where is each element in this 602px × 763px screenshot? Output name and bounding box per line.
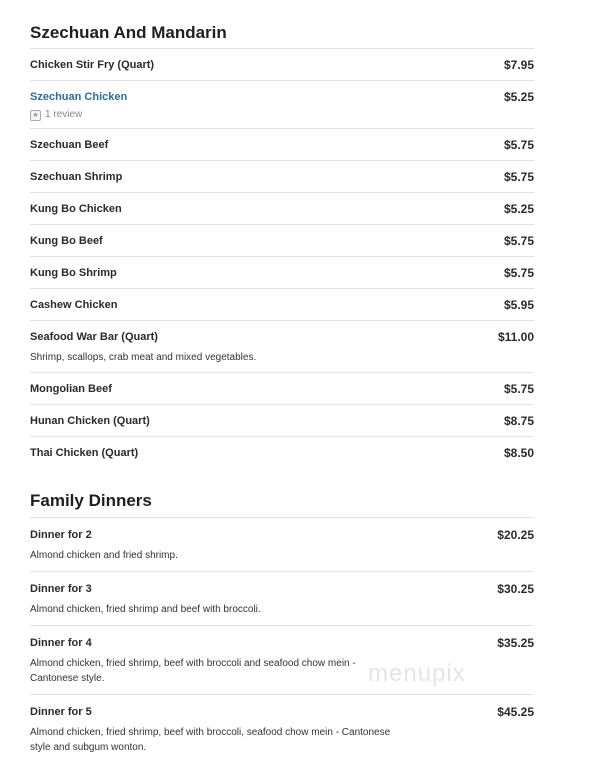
item-name: Kung Bo Shrimp [30,267,117,279]
item-name: Dinner for 3 [30,583,92,595]
item-name: Dinner for 2 [30,529,92,541]
section-title: Family Dinners [30,491,152,510]
item-name: Hunan Chicken (Quart) [30,415,150,427]
item-name: Szechuan Shrimp [30,171,123,183]
item-price: $11.00 [497,330,534,344]
item-price: $5.75 [503,234,534,248]
item-price: $5.75 [503,266,534,280]
item-list [30,517,534,763]
menu-item [30,257,534,289]
item-description: Shrimp, scallops, crab meat and mixed vegetables. [30,352,257,363]
review-count: 1 review [45,109,83,120]
menu-item [30,225,534,257]
item-price: $5.25 [503,90,534,104]
item-price: $45.25 [497,705,534,719]
item-description: Almond chicken, fried shrimp, beef with broccoli, seafood chow mein - Cantonese style and subgum wonton. [30,727,391,753]
section-szechuan-mandarin [30,21,534,469]
item-name: Szechuan Beef [30,139,109,151]
item-name: Mongolian Beef [30,383,112,395]
item-price: $8.50 [503,446,534,460]
item-name: Kung Bo Chicken [30,203,122,215]
star-icon: ★ [30,110,41,121]
section-family-dinners [30,489,534,763]
menu-item [30,129,534,161]
menu-item [30,289,534,321]
item-name: Thai Chicken (Quart) [30,447,139,459]
menu-item [30,193,534,225]
item-name: Chicken Stir Fry (Quart) [30,59,155,71]
item-list [30,48,534,469]
item-name: Dinner for 4 [30,637,92,649]
item-price: $8.75 [503,414,534,428]
menu [30,0,534,763]
item-name-link[interactable]: Szechuan Chicken [30,91,128,103]
watermark-logo: menupix [368,660,466,687]
item-name: Kung Bo Beef [30,235,103,247]
item-price: $5.25 [503,202,534,216]
item-price: $7.95 [503,58,534,72]
menu-item [30,373,534,405]
menu-item [30,405,534,437]
menu-item [30,695,534,763]
menu-item [30,81,534,129]
item-price: $35.25 [497,636,534,650]
item-name: Seafood War Bar (Quart) [30,331,158,343]
item-price: $5.75 [503,382,534,396]
review-link[interactable] [30,108,534,122]
item-price: $5.95 [503,298,534,312]
item-description: Almond chicken, fried shrimp, beef with broccoli and seafood chow mein - Cantonese style. [30,658,356,684]
item-name: Dinner for 5 [30,706,92,718]
item-name: Cashew Chicken [30,299,118,311]
item-description: Almond chicken, fried shrimp and beef with broccoli. [30,604,261,615]
item-price: $30.25 [497,582,534,596]
menu-item [30,518,534,572]
item-description: Almond chicken and fried shrimp. [30,550,178,561]
menu-item [30,49,534,81]
section-title: Szechuan And Mandarin [30,23,227,42]
menu-item [30,437,534,469]
menu-item [30,572,534,626]
item-price: $5.75 [503,170,534,184]
item-price: $20.25 [497,528,534,542]
item-price: $5.75 [503,138,534,152]
menu-item [30,321,534,373]
menu-item [30,161,534,193]
